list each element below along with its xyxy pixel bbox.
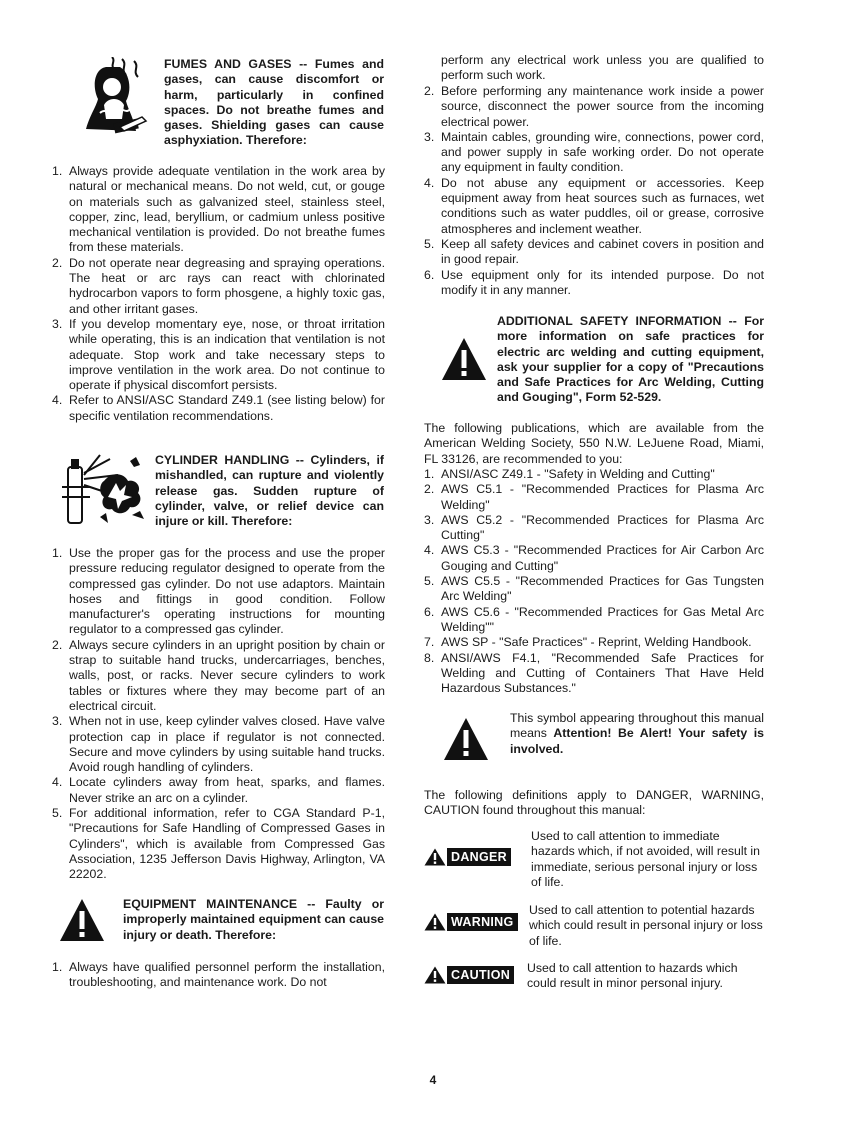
symbol-explanation: This symbol appearing throughout this manual means Attention! Be Alert! Your safety is involved. [510,711,764,756]
additional-safety-heading: ADDITIONAL SAFETY INFORMATION -- For more information on safe practices for electric arc welding and cutting equipment, ask your supplier for a copy of "Precautions and Safe Practices for Arc Welding, Cutting and Gouging", Form 52-529. [497,314,764,405]
list-item: 1. Always provide adequate ventilation in the work area by natural or mechanical means. Do not weld, cut, or gouge on materials such as galvanized steel, stainless steel, copper, zinc, lead, beryllium, or cadmium unless positive mechanical ventilation is provided. Do not breathe fumes from these materials. [52,164,385,255]
definitions-intro: The following definitions apply to DANGER, WARNING, CAUTION found throughout this manual: [424,788,764,818]
danger-label [424,848,511,866]
warning-label-text: WARNING [447,913,518,931]
fumes-list [52,164,385,424]
warning-triangle-icon [424,913,446,931]
list-item: 3. Maintain cables, grounding wire, connections, power cord, and power supply in safe working order. Do not operate any equipment in faulty condition. [424,129,764,175]
cylinder-list [52,546,385,883]
list-item: 2. Do not operate near degreasing and spraying operations. The heat or arc rays can react with chlorinated hydrocarbon vapors to form phosgene, a highly toxic gas, and other irritant gases. [52,255,385,316]
equipment-continued-text: perform any electrical work unless you are qualified to perform such work. [441,53,764,83]
publications-intro: The following publications, which are available from the American Welding Society, 550 N.W. LeJuene Road, Miami, FL 33126, are recommended to you: [424,421,764,466]
list-item: 2. Before performing any maintenance work inside a power source, disconnect the power source from the incoming electrical power. [424,84,764,129]
list-item: 4. Do not abuse any equipment or accessories. Keep equipment away from heat sources such as furnaces, wet conditions such as water puddles, oil or grease, corrosive atmospheres and inclement weather. [424,175,764,236]
page-number: 4 [429,1073,437,1087]
warning-label [424,913,518,931]
list-item: 5. For additional information, refer to CGA Standard P-1, "Precautions for Safe Handling of Compressed Gases in Cylinders", which is available from Compressed Gas Association, 1235 Jefferson Davis Highway, Arlington, VA 22202. [52,806,385,882]
cylinder-explosion-icon [60,453,150,525]
list-item: 2. AWS C5.1 - "Recommended Practices for Plasma Arc Welding" [424,482,764,512]
list-item: 1. Always have qualified personnel perform the installation, troubleshooting, and maintenance work. Do not [52,960,385,990]
list-item: 8. ANSI/AWS F4.1, "Recommended Safe Practices for Welding and Cutting of Containers That Have Held Hazardous Substances." [424,650,764,696]
warning-definition: Used to call attention to potential hazards which could result in personal injury or loss of life. [529,903,763,948]
list-item: 7. AWS SP - "Safe Practices" - Reprint, Welding Handbook. [424,635,752,650]
warning-triangle-icon [440,336,488,382]
list-item: 3. If you develop momentary eye, nose, or throat irritation while operating, this is an indication that ventilation is not adequate. Stop work and take necessary steps to improve ventilation in the work area. Do not continue to operate if physical discomfort persists. [52,316,385,393]
cylinder-heading: CYLINDER HANDLING -- Cylinders, if mishandled, can rupture and violently release gas. Sudden rupture of cylinder, valve, or relief device can injure or kill. Therefore: [155,453,385,529]
list-item: 1. ANSI/ASC Z49.1 - "Safety in Welding and Cutting" [424,467,715,481]
danger-label-text: DANGER [447,848,511,866]
warning-triangle-icon [442,716,490,762]
equipment-heading: EQUIPMENT MAINTENANCE -- Faulty or improperly maintained equipment can cause injury or death. Therefore: [123,897,384,942]
list-item: 5. Keep all safety devices and cabinet covers in position and in good repair. [424,236,764,267]
list-item: 3. AWS C5.2 - "Recommended Practices for Plasma Arc Cutting" [424,512,764,543]
list-item: 6. Use equipment only for its intended purpose. Do not modify it in any manner. [424,267,764,297]
warning-triangle-icon [58,897,106,943]
fumes-heading: FUMES AND GASES -- Fumes and gases, can cause discomfort or harm, particularly in confined spaces. Do not breathe fumes and gases. Shielding gases can cause asphyxiation. Therefore: [164,57,384,148]
publications-list [424,467,764,696]
list-item: 1. Use the proper gas for the process and use the proper pressure reducing regulator designed to operate from the compressed gas cylinder. Do not use adaptors. Maintain hoses and fittings in good condition. Follow manufacturer's operating instructions for mounting regulator to a compressed gas cylinder. [52,546,385,637]
list-item: 3. When not in use, keep cylinder valves closed. Have valve protection cap in place if regulator is not connected. Secure and move cylinders by using suitable hand trucks. Avoid rough handling of cylinders. [52,714,385,775]
list-item: 4. AWS C5.3 - "Recommended Practices for Air Carbon Arc Gouging and Cutting" [424,543,764,573]
breathing-hazard-icon [76,57,158,137]
list-item: 4. Locate cylinders away from heat, sparks, and flames. Never strike an arc on a cylinder. [52,775,385,805]
warning-triangle-icon [424,848,446,866]
list-item: 4. Refer to ANSI/ASC Standard Z49.1 (see listing below) for specific ventilation recommendations. [52,393,385,423]
equipment-continued-list [424,84,764,298]
caution-definition: Used to call attention to hazards which could result in minor personal injury. [527,961,738,991]
warning-triangle-icon [424,966,446,984]
list-item: 5. AWS C5.5 - "Recommended Practices for Gas Tungsten Arc Welding" [424,574,764,604]
caution-label [424,966,514,984]
equipment-list [52,960,385,991]
caution-label-text: CAUTION [447,966,514,984]
list-item: 2. Always secure cylinders in an upright position by chain or strap to suitable hand trucks, undercarriages, benches, walls, post, or racks. Never secure cylinders to work tables or fixtures where they may become part of an electrical circuit. [52,637,385,713]
danger-definition: Used to call attention to immediate hazards which, if not avoided, will result in immediate, serious personal injury or loss of life. [531,829,760,889]
list-item: 6. AWS C5.6 - "Recommended Practices for Gas Metal Arc Welding"" [424,604,764,634]
